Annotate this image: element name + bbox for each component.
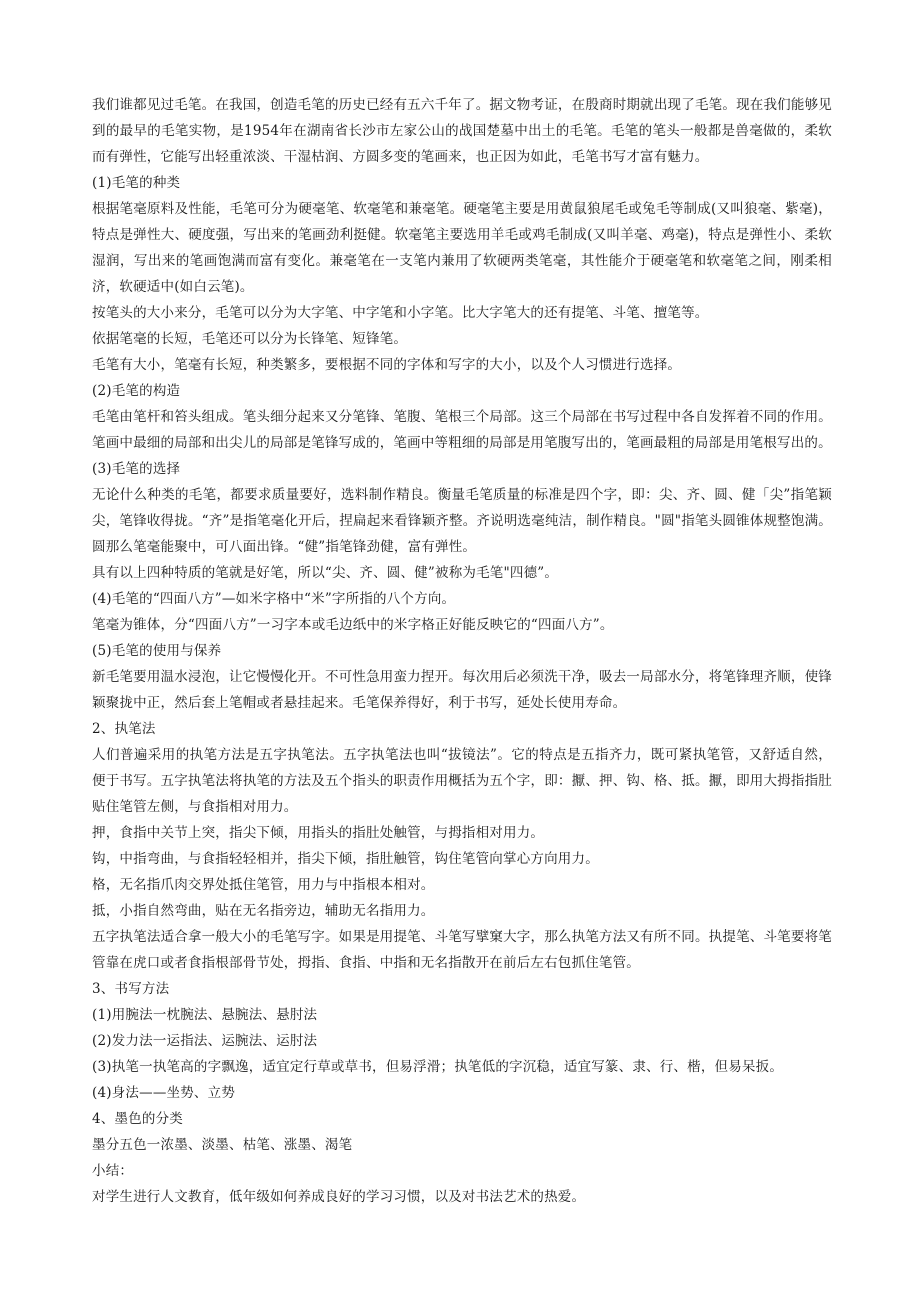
paragraph-summary: 对学生进行人文教育，低年级如何养成良好的学习习惯，以及对书法艺术的热爱。 xyxy=(92,1189,586,1205)
paragraph-brush-lengths: 依据笔毫的长短，毛笔还可以分为长锋笔、短锋笔。 xyxy=(92,331,408,347)
paragraph-large-brush-holding: 五字执笔法适合拿一般大小的毛笔写字。如果是用提笔、斗笔写擘窠大字，那么执笔方法又有所不同。执提笔、斗笔要将笔管靠在虎口或者食指根部骨节处，拇指、食指、中指和无名指散开在前后左右包抓住笔管。 xyxy=(92,929,832,971)
paragraph-di: 抵，小指自然弯曲，贴在无名指旁边，辅助无名指用力。 xyxy=(92,903,435,919)
document-page xyxy=(92,92,832,1210)
paragraph-ink-colors: 墨分五色一浓墨、淡墨、枯笔、涨墨、渴笔 xyxy=(92,1137,353,1153)
paragraph-brush-quality: 无论什么种类的毛笔，都要求质量要好，选料制作精良。衡量毛笔质量的标准是四个字，即：尖、齐、圆、健「尖”指笔颖尖，笔锋收得拢。“齐”是指笔毫化开后，捏扁起来看锋颖齐整。齐说明选毫纯洁，制作精良。"圆"指笔头圆锥体规整饱满。圆那么笔毫能聚中，可八面出锋。“健”指笔锋劲健，富有弹性。 xyxy=(92,487,832,555)
paragraph-brush-choice: 毛笔有大小，笔毫有长短，种类繁多，要根据不同的字体和写字的大小，以及个人习惯进行选择。 xyxy=(92,357,682,373)
paragraph-five-character-method: 人们普遍采用的执笔方法是五字执笔法。五字执笔法也叫“拔镜法”。它的特点是五指齐力，既可紧执笔管，又舒适自然，便于书写。五字执笔法将执笔的方法及五个指头的职责作用概括为五个字，即：擫、押、钩、格、抵。擫，即用大拇指指肚贴住笔管左侧，与食指相对用力。 xyxy=(92,747,832,815)
heading-use-and-care: (5)毛笔的使用与保养 xyxy=(92,643,222,659)
paragraph-brush-materials: 根据笔毫原料及性能，毛笔可分为硬毫笔、软毫笔和兼毫笔。硬毫笔主要是用黄鼠狼尾毛或兔毛等制成(又叫狼毫、紫毫)，特点是弹性大、硬度强，写出来的笔画劲利挺健。软毫笔主要选用羊毛或鸡毛制成(又叫羊毫、鸡毫)，特点是弹性小、柔软湿润，写出来的笔画饱满而富有变化。兼毫笔在一支笔内兼用了软硬两类笔毫，其性能介于硬毫笔和软毫笔之间，刚柔相济，软硬适中(如白云笔)。 xyxy=(92,201,832,295)
paragraph-ya: 押，食指中关节上突，指尖下倾，用指头的指肚处触管，与拇指相对用力。 xyxy=(92,825,545,841)
paragraph-use-and-care: 新毛笔要用温水浸泡，让它慢慢化开。不可性急用蛮力捏开。每次用后必须洗干净，吸去一局部水分，将笔锋理齐顺，使锋颖聚拢中正，然后套上笔帽或者悬挂起来。毛笔保养得好，利于书写，延处长使用寿命。 xyxy=(92,669,832,711)
paragraph-four-directions: 笔毫为锥体，分“四面八方”一习字本或毛边纸中的米字格正好能反映它的“四面八方”。 xyxy=(92,617,614,633)
item-body-posture: (4)身法——坐势、立势 xyxy=(92,1085,236,1101)
heading-four-directions: (4)毛笔的“四面八方”—如米字格中“米”字所指的八个方向。 xyxy=(92,591,456,607)
heading-summary: 小结： xyxy=(92,1163,134,1179)
intro-paragraph: 我们谁都见过毛笔。在我国，创造毛笔的历史已经有五六千年了。据文物考证，在殷商时期就出现了毛笔。现在我们能够见到的最早的毛笔实物，是1954年在湖南省长沙市左家公山的战国楚墓中出土的毛笔。毛笔的笔头一般都是兽毫做的，柔软而有弹性，它能写出轻重浓淡、干湿枯润、方圆多变的笔画来，也正因为如此，毛笔书写才富有魅力。 xyxy=(92,97,832,165)
paragraph-four-virtues: 具有以上四种特质的笔就是好笔，所以“尖、齐、圆、健”被称为毛笔"四德”。 xyxy=(92,565,559,581)
item-holding-height: (3)执笔一执笔高的字飘逸，适宜定行草或草书，但易浮滑；执笔低的字沉稳，适宜写篆、隶、行、楷，但易呆扳。 xyxy=(92,1059,784,1075)
paragraph-ge: 格，无名指爪肉交界处抵住笔管，用力与中指根本相对。 xyxy=(92,877,435,893)
item-wrist-method: (1)用腕法一枕腕法、悬腕法、悬肘法 xyxy=(92,1007,318,1023)
heading-ink-colors: 4、墨色的分类 xyxy=(92,1111,183,1127)
heading-holding-method: 2、执笔法 xyxy=(92,721,156,737)
heading-brush-types: (1)毛笔的种类 xyxy=(92,175,181,191)
heading-brush-structure: (2)毛笔的构造 xyxy=(92,383,181,399)
paragraph-brush-sizes: 按笔头的大小来分，毛笔可以分为大字笔、中字笔和小字笔。比大字笔大的还有提笔、斗笔、擅笔等。 xyxy=(92,305,709,321)
paragraph-gou: 钩，中指弯曲，与食指轻轻相并，指尖下倾，指肚触管，钩住笔管向掌心方向用力。 xyxy=(92,851,599,867)
paragraph-brush-structure: 毛笔由笔杆和笞头组成。笔头细分起来又分笔锋、笔腹、笔根三个局部。这三个局部在书写过程中各自发挥着不同的作用。笔画中最细的局部和出尖儿的局部是笔锋写成的，笔画中等粗细的局部是用笔腹写出的，笔画最粗的局部是用笔根写出的。 xyxy=(92,409,832,451)
heading-writing-method: 3、书写方法 xyxy=(92,981,170,997)
item-force-method: (2)发力法一运指法、运腕法、运肘法 xyxy=(92,1033,318,1049)
heading-brush-selection: (3)毛笔的选择 xyxy=(92,461,181,477)
